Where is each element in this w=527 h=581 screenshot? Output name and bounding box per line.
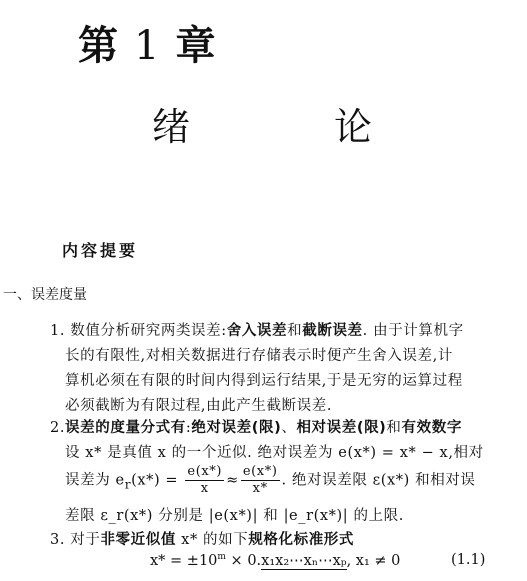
p2-line-1: 2.误差的度量分式有:绝对误差(限)、相对误差(限)和有效数字 (50, 420, 462, 436)
p2-line-2: 设 x* 是真值 x 的一个近似. 绝对误差为 e(x*) = x* − x,相对 (65, 445, 484, 461)
chapter-heading (78, 14, 217, 71)
chapter-prefix: 第 (78, 23, 120, 69)
section-heading: 一、误差度量 (3, 287, 87, 303)
p2-line-4: 差限 ε_r(x*) 分别是 |e(x*)| 和 |e_r(x*)| 的上限. (65, 508, 404, 524)
chapter-number: 1 (134, 23, 162, 69)
p2-line-3: 误差为 $e_r(x*)$ = $\frac{e(x*)}{x}$ ≈ $\frac{e(x*)}{x*}$ . 绝对误差限 ε(x*) 和相对误 (65, 464, 476, 496)
p1-line-2: 长的有限性,对相关数据进行存储表示时便产生舍入误差,计 (65, 348, 453, 364)
chapter-suffix: 章 (175, 23, 218, 69)
chapter-title-char-2: 论 (334, 105, 373, 149)
p1-line-1: 1. 数值分析研究两类误差:舍入误差和截断误差. 由于计算机字 (50, 323, 464, 339)
chapter-title-char-1: 绪 (152, 105, 191, 149)
p1-line-4: 必须截断为有限过程,由此产生截断误差. (65, 398, 333, 414)
summary-heading: 内容提要 (62, 241, 139, 260)
fraction-1: $\frac{e(x*)}{x}$ (187, 464, 223, 496)
p1-line-3: 算机必须在有限的时间内得到运行结果,于是无穷的运算过程 (65, 373, 463, 389)
equation-number: (1.1) (451, 552, 486, 568)
p3-line-1: 3. 对于非零近似值 x* 的如下规格化标准形式 (50, 532, 355, 548)
fraction-2: $\frac{e(x*)}{x*}$ (242, 464, 278, 496)
formula-1-1: $x* = \pm 10^m$ × 0.x₁x₂⋯xₙ⋯xₚ, x₁ ≠ 0 (150, 552, 401, 569)
